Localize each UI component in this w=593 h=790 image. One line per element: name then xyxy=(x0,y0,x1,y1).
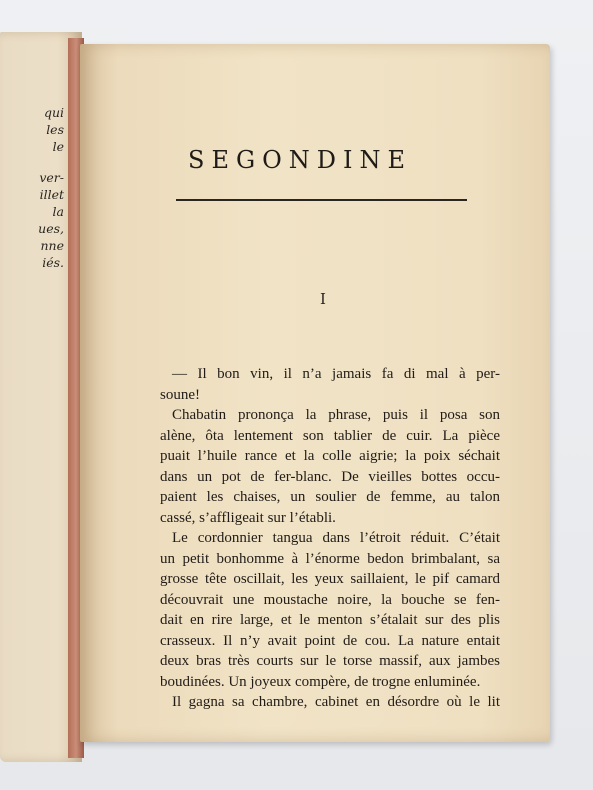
text-line: grosse tête oscillait, les yeux saillaient, le pif camard xyxy=(160,571,500,587)
text-line: un petit bonhomme à l’énorme bedon brimbalant, sa xyxy=(160,550,500,567)
chapter-number: I xyxy=(320,290,326,308)
body-text xyxy=(160,364,500,713)
text-line: découvrait une moustache noire, la bouche se fen- xyxy=(160,591,500,608)
text-line: — Il bon vin, il n’a jamais fa di mal à per- xyxy=(172,366,500,382)
left-fragment-line: ver- xyxy=(39,170,64,185)
text-line: paient les chaises, un soulier de femme, au talon xyxy=(160,489,500,505)
text-line: Il gagna sa chambre, cabinet en désordre où le lit xyxy=(172,694,500,710)
text-line: Le cordonnier tangua dans l’étroit réduit. C’était xyxy=(172,530,500,546)
text-line: dans un pot de fer-blanc. De vieilles bottes occu- xyxy=(160,468,500,485)
left-fragment-line: la xyxy=(52,204,64,219)
left-fragment-line: les xyxy=(46,122,64,137)
chapter-title: SEGONDINE xyxy=(188,146,413,174)
left-page-text xyxy=(4,104,64,271)
left-fragment-line: qui xyxy=(43,105,64,120)
left-fragment-line: iés. xyxy=(42,255,64,270)
text-line: alène, ôta lentement son tablier de cuir. La pièce xyxy=(160,427,500,444)
text-line: Chabatin prononça la phrase, puis il posa son xyxy=(172,407,500,423)
text-line: deux bras très courts sur le torse massif, aux jambes xyxy=(160,653,500,669)
left-fragment-line xyxy=(4,155,64,169)
text-line: soune! xyxy=(160,386,200,403)
text-line: puait l’huile rance et la colle aigrie; la poix séchait xyxy=(160,448,500,464)
text-line: cassé, s’affligeait sur l’établi. xyxy=(160,509,336,526)
title-rule xyxy=(176,199,467,201)
left-fragment-line: le xyxy=(52,139,64,154)
left-fragment-line: ues, xyxy=(38,221,64,236)
text-line: dait en rire large, et le menton s’étalait sur des plis xyxy=(160,612,500,628)
text-line: boudinées. Un joyeux compère, de trogne enluminée. xyxy=(160,673,481,690)
text-line: crasseux. Il n’y avait point de cou. La nature entait xyxy=(160,632,500,649)
left-fragment-line: illet xyxy=(39,187,64,202)
left-fragment-line: nne xyxy=(40,238,64,253)
